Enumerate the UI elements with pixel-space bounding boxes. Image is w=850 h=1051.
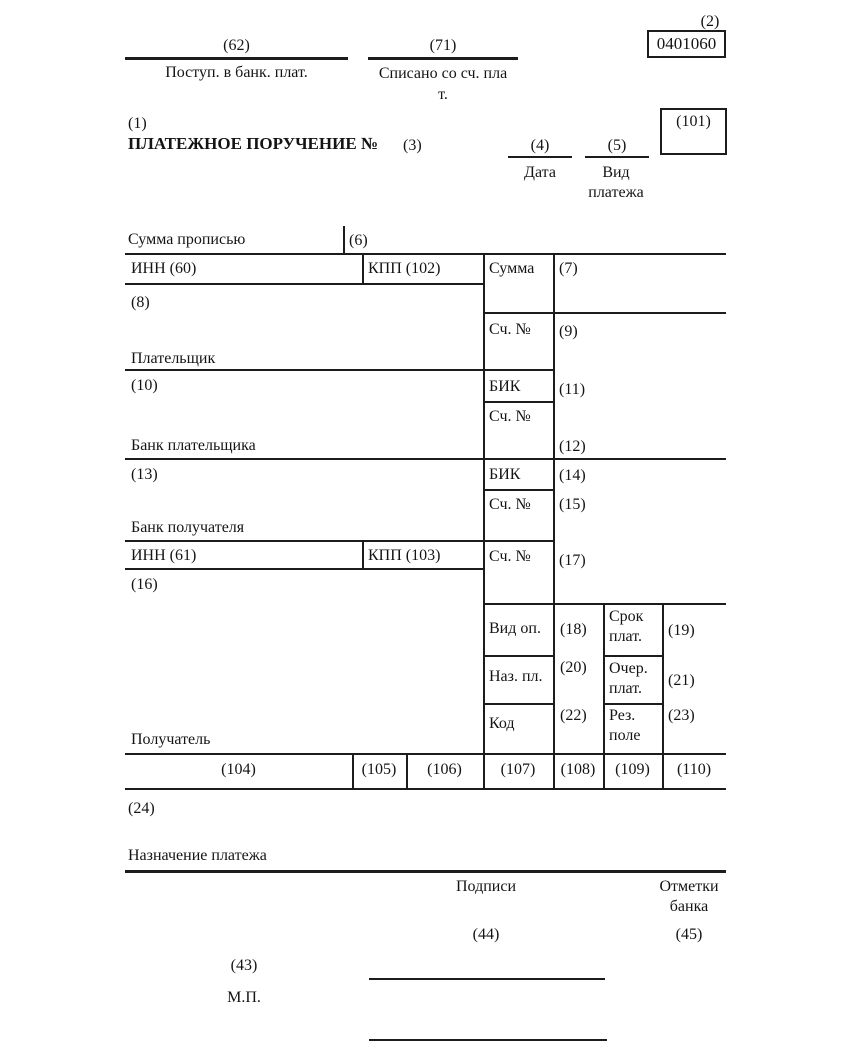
payment-term-label: Срок плат. [609,608,644,645]
beneficiary-bank-label: Банк получателя [131,519,245,536]
payer-bank-bik-value: (11) [559,381,586,398]
payment-order-label: Очер. плат. [609,660,648,697]
table-border-line [483,312,726,314]
table-border-line [603,655,662,657]
payer-bank-account-label: Сч. № [489,408,531,425]
reserve-field-value: (23) [668,707,695,724]
payer-label: Плательщик [131,350,216,367]
payment-order-value: (21) [668,672,695,689]
amount-words-value: (6) [349,232,368,249]
payer-bank-label: Банк плательщика [131,437,256,454]
beneficiary-value: (16) [131,576,158,593]
bank-marks-label: Отметки банка [659,878,719,915]
table-border-line [483,401,553,403]
tax-field-110: (110) [676,761,712,778]
payer-bank-value: (10) [131,377,158,394]
table-border-line [483,489,553,491]
purpose-label: Назначение платежа [128,847,267,864]
reserve-field-label: Рез. поле [609,707,641,744]
code-value: (22) [560,707,587,724]
table-border-line [362,540,364,568]
payer-status-field-number: (101) [676,113,711,130]
tax-field-109: (109) [615,761,650,778]
date-underline [508,156,572,158]
payer-account-value: (9) [559,323,578,340]
signature-line [369,978,605,980]
payer-value: (8) [131,294,150,311]
table-border-line [125,253,726,255]
table-border-line [125,540,553,542]
beneficiary-bank-account-value: (15) [559,496,586,513]
received-bank-label: Поступ. в банк. плат. [165,64,308,81]
payment-type-underline [585,156,649,158]
payer-kpp-label: КПП (102) [368,260,441,277]
date-label: Дата [524,164,556,181]
amount-words-label: Сумма прописью [128,231,246,248]
table-border-line [125,753,726,755]
stamp-label: М.П. [227,989,261,1006]
title-field-number: (1) [128,115,147,132]
debited-account-label: Списано со сч. плат. [378,65,508,103]
payer-account-label: Сч. № [489,321,531,338]
beneficiary-bank-bik-label: БИК [489,466,521,483]
beneficiary-kpp-label: КПП (103) [368,547,441,564]
table-border-line [125,568,483,570]
amount-words-divider [343,226,345,253]
received-bank-underline [125,57,348,60]
amount-label: Сумма [489,260,535,277]
payment-purpose-code-label: Наз. пл. [489,668,543,685]
payer-status-box [660,108,727,155]
signatures-value: (44) [472,926,500,943]
date-field-number: (4) [530,137,550,154]
purpose-underline [125,870,726,873]
table-border-line [483,253,485,788]
operation-type-label: Вид оп. [489,620,541,637]
stamp-value: (43) [230,957,258,974]
payment-term-value: (19) [668,622,695,639]
payment-type-label: Вид платежа [588,164,644,201]
table-border-line [125,458,726,460]
payer-bank-bik-label: БИК [489,378,521,395]
purpose-value: (24) [128,800,155,817]
table-border-line [125,788,726,790]
signature-line [369,1039,607,1041]
table-border-line [362,253,364,283]
beneficiary-account-label: Сч. № [489,548,531,565]
table-border-line [603,703,662,705]
tax-field-108: (108) [560,761,596,778]
beneficiary-bank-bik-value: (14) [559,467,586,484]
amount-value: (7) [559,260,578,277]
beneficiary-inn-label: ИНН (61) [131,547,197,564]
code-label: Код [489,715,515,732]
signatures-label: Подписи [455,878,517,895]
payer-bank-account-value: (12) [559,438,586,455]
tax-field-104: (104) [221,761,256,778]
tax-field-105: (105) [361,761,397,778]
payment-type-field-number: (5) [607,137,627,154]
beneficiary-label: Получатель [131,731,211,748]
form-code-field-number: (2) [700,13,720,30]
beneficiary-bank-value: (13) [131,466,158,483]
table-border-line [483,655,553,657]
tax-field-107: (107) [500,761,536,778]
table-border-line [483,703,553,705]
table-border-line [125,283,483,285]
received-bank-field-number: (62) [223,37,250,54]
payment-purpose-code-value: (20) [560,659,587,676]
payer-inn-label: ИНН (60) [131,260,197,277]
form-code: 0401060 [656,34,717,53]
bank-marks-value: (45) [675,926,703,943]
page-title: ПЛАТЕЖНОЕ ПОРУЧЕНИЕ № [128,134,379,153]
operation-type-value: (18) [560,621,587,638]
tax-field-106: (106) [427,761,462,778]
beneficiary-bank-account-label: Сч. № [489,496,531,513]
doc-number-field: (3) [403,137,422,154]
form-code-box [647,30,726,58]
debited-account-field-number: (71) [429,37,457,54]
table-border-line [553,253,555,788]
beneficiary-account-value: (17) [559,552,586,569]
table-border-line [125,369,553,371]
debited-account-underline [368,57,518,60]
